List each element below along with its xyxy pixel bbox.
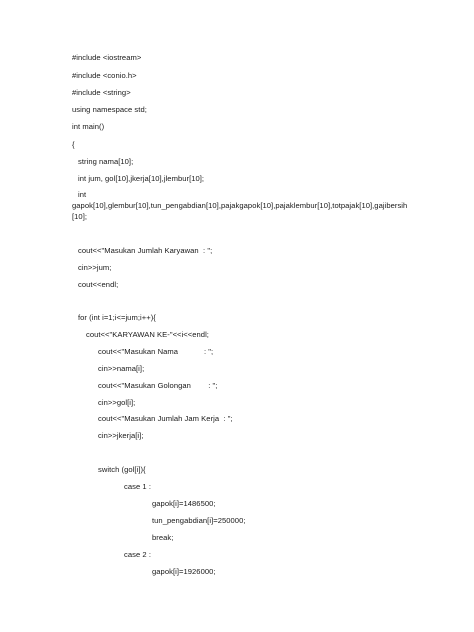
code-line-cin-jum: cin>>jum; [78,263,112,272]
code-line-gapok-2: gapok[i]=1926000; [152,567,216,576]
code-line-open-brace: { [72,140,75,149]
code-line-gapok-decl-cont: [10]; [72,212,88,221]
code-line-cout-jumlah: cout<<"Masukan Jumlah Karyawan : "; [78,246,213,255]
code-line-cin-gol: cin>>gol[i]; [98,398,136,407]
code-line-cin-nama: cin>>nama[i]; [98,364,145,373]
code-line-main: int main() [72,122,105,131]
code-line-include-string: #include <string> [72,88,131,97]
code-line-tun-pengabdian: tun_pengabdian[i]=250000; [152,516,246,525]
code-line-int: int [78,190,87,199]
code-line-using-namespace: using namespace std; [72,105,147,114]
code-line-break: break; [152,533,174,542]
code-line-case-2: case 2 : [124,550,151,559]
code-line-include-iostream: #include <iostream> [72,53,142,62]
code-line-gapok-1: gapok[i]=1486500; [152,499,216,508]
code-line-switch: switch (gol[i]){ [98,465,146,474]
code-line-cout-golongan: cout<<"Masukan Golongan : "; [98,381,218,390]
code-line-cout-karyawan: cout<<"KARYAWAN KE-"<<i<<endl; [86,330,209,339]
code-line-cout-endl: cout<<endl; [78,280,119,289]
code-line-string-nama: string nama[10]; [78,157,134,166]
code-line-include-conio: #include <conio.h> [72,71,137,80]
code-line-cin-jkerja: cin>>jkerja[i]; [98,431,144,440]
code-line-int-jum: int jum, gol[10],jkerja[10],jlembur[10]; [78,174,205,183]
code-line-case-1: case 1 : [124,482,151,491]
code-line-for-loop: for (int i=1;i<=jum;i++){ [78,313,156,322]
code-line-gapok-decl: gapok[10],glembur[10],tun_pengabdian[10],pajakgapok[10],pajaklembur[10],totpajak[10],gajibersih [72,201,408,210]
code-line-cout-nama: cout<<"Masukan Nama : "; [98,347,214,356]
code-line-cout-jam-kerja: cout<<"Masukan Jumlah Jam Kerja : "; [98,414,233,423]
